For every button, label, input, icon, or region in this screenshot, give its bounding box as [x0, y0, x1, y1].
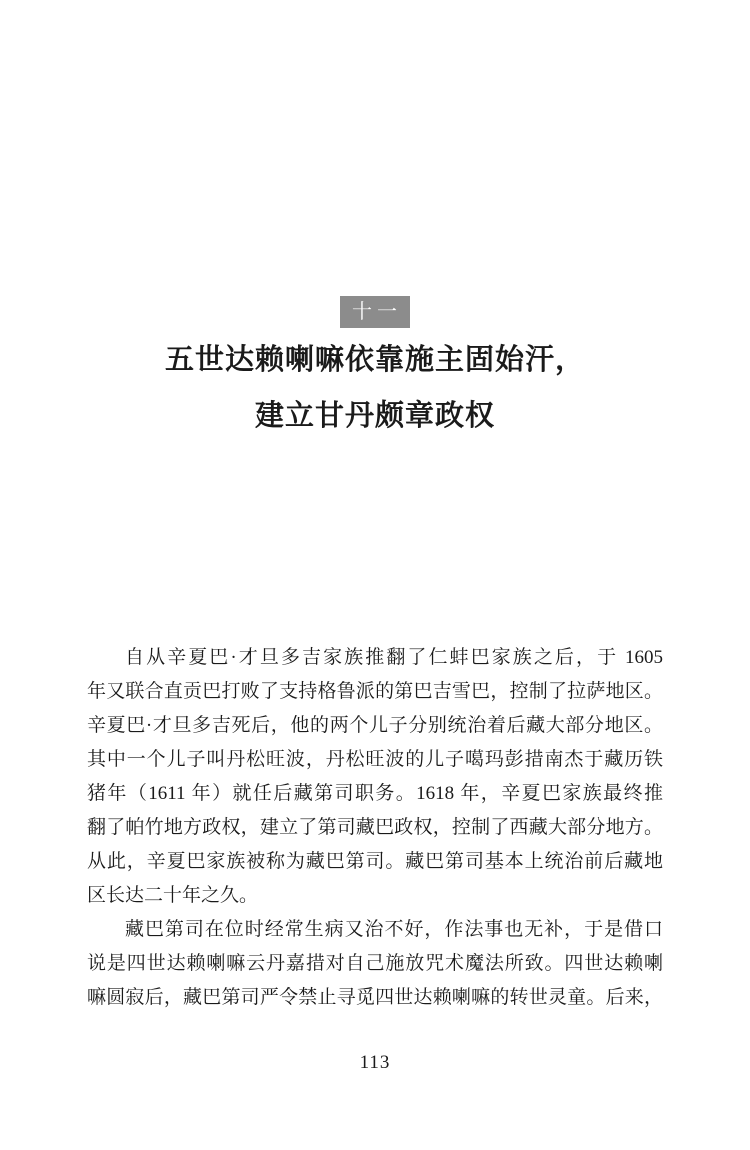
- body-line: 自从辛夏巴·才旦多吉家族推翻了仁蚌巴家族之后，于 1605: [125, 647, 663, 668]
- page-number: 113: [359, 1052, 391, 1073]
- body-line: 藏巴第司在位时经常生病又治不好，作法事也无补，于是借口: [125, 919, 663, 940]
- body-line: 辛夏巴·才旦多吉死后，他的两个儿子分别统治着后藏大部分地区。: [87, 715, 663, 736]
- body-line: 说是四世达赖喇嘛云丹嘉措对自己施放咒术魔法所致。四世达赖喇: [87, 953, 663, 974]
- body-text: [87, 641, 663, 1015]
- body-line: 从此，辛夏巴家族被称为藏巴第司。藏巴第司基本上统治前后藏地: [87, 851, 663, 872]
- chapter-number-badge: 十一: [340, 296, 410, 328]
- body-line: 嘛圆寂后，藏巴第司严令禁止寻觅四世达赖喇嘛的转世灵童。后来，: [87, 987, 663, 1008]
- body-line: 猪年（1611 年）就任后藏第司职务。1618 年，辛夏巴家族最终推: [87, 783, 663, 804]
- body-line: 翻了帕竹地方政权，建立了第司藏巴政权，控制了西藏大部分地方。: [87, 817, 663, 838]
- body-line: 年又联合直贡巴打败了支持格鲁派的第巴吉雪巴，控制了拉萨地区。: [87, 681, 663, 702]
- body-line: 其中一个儿子叫丹松旺波，丹松旺波的儿子噶玛彭措南杰于藏历铁: [87, 749, 663, 770]
- chapter-title: [0, 332, 750, 444]
- chapter-title-line2: 建立甘丹颇章政权: [254, 400, 495, 432]
- body-line: 区长达二十年之久。: [87, 885, 259, 906]
- chapter-title-line1: 五世达赖喇嘛依靠施主固始汗，: [164, 344, 585, 376]
